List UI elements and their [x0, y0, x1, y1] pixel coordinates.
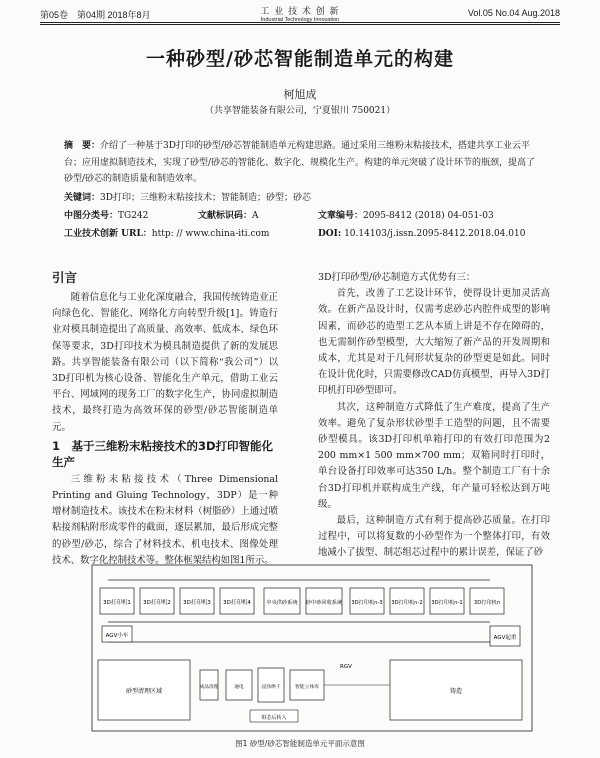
central-sand-supply: [264, 588, 300, 614]
header-volume: Vol.05 No.04 Aug.2018: [467, 8, 560, 18]
svg-text:智能立体库: 智能立体库: [295, 685, 319, 690]
advantages-lead: 3D打印砂型/砂芯制造方式优势有三：: [318, 272, 476, 283]
article-number: 文章编号：2095-8412 (2018) 04-051-03: [318, 211, 494, 221]
printer-right-n: [470, 588, 504, 614]
svg-text:成品清理: 成品清理: [199, 685, 219, 690]
flow-box-1: [200, 670, 219, 700]
section-1-paragraph: 三维粉末粘接技术（Three Dimensional Printing and Gluing Technology，3DP）是一种增材制造技术。该技术在粉末材料（树脂砂）上通过喷粘接剂粘附形成零件的截面，逐层累加，最后形成完整的砂型/砂芯，综合了材料技术、机电技术、图像处理技术、数字化控制技术等。整体框架结构如图1所示。: [52, 473, 278, 566]
right-column: [318, 270, 550, 562]
journal-name-en: Industrial Technology Innovation: [260, 17, 340, 23]
svg-text:砂型清理区域: 砂型清理区域: [125, 688, 163, 695]
svg-text:3D打印机n-3: 3D打印机n-3: [351, 600, 383, 606]
svg-text:通电: 通电: [234, 685, 244, 690]
cleaning-area: [98, 660, 190, 720]
svg-text:3D打印机n: 3D打印机n: [473, 600, 501, 606]
advantage-3: 最后，这种制造方式有利于提高砂芯质量。在打印过程中，可以将复数的小砂型作为一个整体打印，有效地减小了拔型、制芯组芯过程中的累计误差，保证了砂: [318, 515, 550, 559]
printer-left-1: [100, 588, 134, 614]
affiliation: （共享智能装备有限公司，宁夏银川 750021）: [204, 106, 396, 116]
figure-caption: 图1 砂型/砂芯智能制造单元平面示意图: [235, 739, 365, 748]
printer-left-3: [180, 588, 214, 614]
rgv-label: RGV: [340, 664, 352, 670]
doc-code: 文献标识码：A: [198, 211, 259, 221]
keywords: [64, 190, 544, 207]
article-title: 一种砂型/砂芯智能制造单元的构建: [146, 48, 454, 70]
abstract: [64, 138, 544, 188]
casting-block: [390, 660, 522, 720]
author: 柯旭成: [283, 88, 317, 101]
flow-box-4: [290, 670, 324, 700]
intro-heading: 引言: [52, 270, 78, 285]
header-rule: [40, 22, 560, 23]
svg-text:浸涂烘干: 浸涂烘干: [261, 685, 281, 690]
journal-url: 工业技术创新 URL：http: // www.china-iti.com: [64, 229, 270, 239]
svg-text:3D打印机2: 3D打印机2: [143, 600, 171, 606]
printer-right-n1: [430, 588, 464, 614]
svg-text:AGV起重: AGV起重: [493, 635, 517, 641]
svg-text:3D打印机3: 3D打印机3: [183, 600, 211, 606]
svg-text:3D打印机4: 3D打印机4: [223, 600, 251, 606]
svg-text:铸造: 铸造: [449, 688, 463, 695]
abstract-text: 介绍了一种基于3D打印的砂型/砂芯智能制造单元构建思路。通过采用三维粉末粘接技术，搭建共享工业云平台；应用虚拟制造技术，实现了砂型/砂芯的智能化、数字化、规模化生产。构建的单元突破了设计环节的瓶颈，提高了砂型/砂芯的制造质量和制造效率。: [64, 141, 536, 184]
printer-left-2: [140, 588, 174, 614]
abstract-label: 摘 要：: [64, 141, 101, 151]
printer-right-n2: [390, 588, 424, 614]
printer-right-n3: [350, 588, 384, 614]
svg-text:3D打印机n-1: 3D打印机n-1: [431, 600, 463, 606]
printer-left-4: [220, 588, 254, 614]
header-issue: 第05卷 第04期 2018年8月: [40, 10, 151, 20]
section-1-heading: 1 基于三维粉末粘接技术的3D打印智能化生产: [52, 438, 274, 469]
agv-left: [102, 626, 132, 642]
doi: DOI: 10.14103/j.issn.2095-8412.2018.04.010: [318, 229, 526, 239]
group-label-box: [250, 710, 298, 722]
svg-text:中央供砂系统: 中央供砂系统: [266, 600, 298, 606]
keywords-text: 3D打印；三维粉末粘接技术；智能制造；砂型；砂芯: [100, 193, 311, 203]
header-rule-2: [40, 24, 560, 25]
keywords-label: 关键词：: [64, 193, 101, 203]
advantage-1: 首先，改善了工艺设计环节，使得设计更加灵活高效。在新产品设计时，仅需考虑砂芯内腔件成型的影响因素，而砂芯的造型工艺从本质上讲是不存在障碍的，也无需制作砂型模型，大大缩短了新产品的开发周期和成本，尤其是对于几何形状复杂的砂型更是如此。同时在设计优化时，只需要修改CAD仿真模型，再导入3D打印机打印砂型即可。: [318, 288, 550, 397]
journal-name-cn: 工 业 技 术 创 新: [260, 7, 340, 17]
svg-text:3D打印机n-2: 3D打印机n-2: [391, 600, 423, 606]
left-column: [52, 270, 278, 569]
figure-1-diagram: [50, 560, 550, 736]
flow-box-2: [226, 670, 252, 700]
sand-recovery: [306, 588, 343, 614]
agv-right: [490, 626, 520, 646]
flow-box-3: [258, 668, 284, 702]
advantage-2: 其次，这种制造方式降低了生产难度，提高了生产效率。避免了复杂形状砂型手工造型的问题，且不需要砂型模具。该3D打印机单箱打印的有效打印范围为2 200 mm×1 500 mm×700 mm；双箱同时打印时，单台设备打印效率可达350 L/h。整个制造工厂有十余台3D打印机并联构成生产线，年产量可轻松达到万吨级。: [318, 401, 550, 510]
intro-paragraph: 随着信息化与工业化深度融合，我国传统铸造业正向绿色化、智能化、网络化方向转型升级[1]。铸造行业对模具制造提出了高质量、高效率、低成本、绿色环保等要求，3D打印技术为模具制造提供了新的发展思路。共享智能装备有限公司（以下简称“我公司”）以3D打印机为核心设备、智能化生产单元，借助工业云平台、网域网的现务工厂的数字化生产，协同虚拟制造技术，最终打造为高效环保的砂型/砂芯智能制造单元。: [52, 292, 278, 433]
svg-text:砂中砂回收系统: 砂中砂回收系统: [305, 600, 343, 606]
clc: 中图分类号：TG242: [64, 211, 149, 221]
svg-text:AGV小车: AGV小车: [105, 633, 129, 639]
svg-text:3D打印机1: 3D打印机1: [103, 600, 131, 606]
svg-text:组芯后转入: 组芯后转入: [261, 715, 287, 721]
